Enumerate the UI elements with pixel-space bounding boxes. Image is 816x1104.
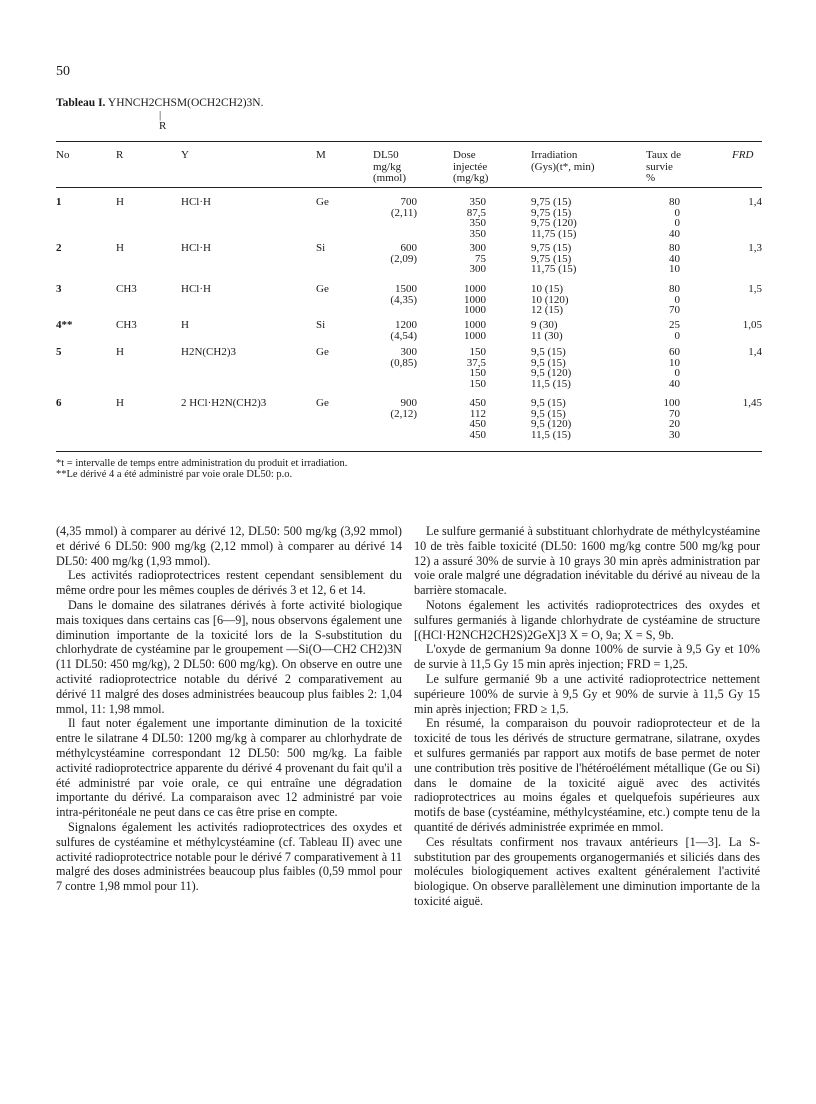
cell-taux-value: 25: [669, 319, 680, 331]
cell-dose-value: 37,5: [466, 356, 486, 369]
header-dl50: DL50 mg/kg (mmol): [373, 149, 406, 184]
header-dose: Dose injectée (mg/kg): [453, 149, 489, 184]
header-m: M: [316, 149, 326, 161]
cell-m: Ge: [316, 346, 329, 358]
cell-irradiation-value: 9,75 (120): [531, 217, 577, 229]
header-frd: FRD: [732, 149, 754, 161]
paragraph: L'oxyde de germanium 9a donne 100% de survie à 9,5 Gy et 10% de survie à 11,5 Gy 15 min après injection; FRD = 1,25.: [414, 642, 760, 672]
footnote: **Le dérivé 4 a été administré par voie orale DL50: p.o.: [56, 469, 293, 480]
paragraph: (4,35 mmol) à comparer au dérivé 12, DL50: 500 mg/kg (3,92 mmol) et dérivé 6 DL50: 900 mg/kg (2,12 mmol) à comparer au dérivé 14 DL50: 400 mg/kg (1,93 mmol).: [56, 524, 402, 568]
cell-irradiation-value: 10 (15): [531, 283, 564, 295]
cell-taux-value: 70: [669, 407, 680, 420]
table-footnotes: [56, 458, 347, 480]
cell-taux-value: 40: [669, 377, 680, 390]
cell-r: H: [116, 397, 124, 409]
cell-dose-value: 75: [475, 252, 486, 265]
cell-taux-value: 10: [669, 356, 680, 369]
paragraph: Notons également les activités radioprotectrices des oxydes et sulfures germaniés à ligande chlorhydrate de cystéamine de structure [(HCl·H2NCH2CH2S)2GeX]3 X = O, 9a; X = S, 9b.: [414, 597, 760, 642]
cell-r: H: [116, 346, 124, 358]
cell-taux-value: 20: [669, 418, 680, 430]
table-top-rule: [56, 141, 762, 142]
cell-irradiation: [531, 347, 571, 389]
cell-taux-value: 60: [669, 346, 680, 358]
cell-taux: [646, 320, 680, 341]
cell-irradiation-value: 11 (30): [531, 329, 563, 342]
cell-irradiation-value: 9 (30): [531, 319, 558, 331]
cell-y: 2 HCl·H2N(CH2)3: [181, 397, 267, 409]
cell-taux: [646, 347, 680, 389]
cell-taux-value: 100: [663, 397, 680, 409]
left-column: [56, 524, 402, 894]
cell-dose: [447, 398, 486, 440]
cell-dose-value: 450: [469, 418, 486, 430]
cell-irradiation-value: 9,5 (15): [531, 346, 566, 358]
header-no: No: [56, 149, 70, 161]
header-y: Y: [181, 149, 189, 161]
cell-taux: [646, 284, 680, 316]
cell-r: H: [116, 196, 124, 208]
paragraph: Ces résultats confirment nos travaux antérieurs [1—3]. La S-substitution par des groupements organogermaniés et siliciés dans des molécules biologiquement actives exaltent généralement l'activité biologique. On observe parallèlement une diminution importante de la toxicité aiguë.: [414, 834, 760, 908]
cell-dl50-value: 900: [400, 397, 417, 409]
cell-dl50-value: 600: [400, 242, 417, 254]
paragraph: Dans le domaine des silatranes dérivés à forte activité biologique mais toxiques dans certains cas [6—9], nous observons également une diminution importante de la toxicité lors de la S-substitution du chlorhydrate de cystéamine par le groupement —Si(O—CH2 CH2)3N (11 DL50: 450 mg/kg), 2 DL50: 600 mg/kg). On observe en outre une activité radioprotectrice notable du dérivé 2 comparativement au dérivé 11 malgré des doses administrées beaucoup plus faibles 2: 1,04 mmol, 11: 1,98 mmol.: [56, 597, 402, 716]
cell-no: 3: [56, 283, 62, 295]
cell-irradiation-value: 9,5 (15): [531, 397, 566, 409]
table-caption-formula: YHNCH2CHSM(OCH2CH2)3N.: [107, 97, 264, 109]
cell-taux-value: 30: [669, 428, 680, 441]
cell-irradiation: [531, 243, 576, 275]
cell-taux-value: 0: [674, 367, 680, 379]
cell-y: HCl·H: [181, 283, 211, 295]
cell-dl50: [373, 197, 417, 218]
cell-irradiation: [531, 320, 563, 341]
cell-taux-value: 80: [669, 196, 680, 208]
cell-irradiation-value: 9,5 (15): [531, 356, 566, 369]
cell-taux-value: 0: [674, 217, 680, 229]
right-column: [414, 524, 760, 909]
table-caption-label: Tableau I.: [56, 97, 106, 109]
cell-irradiation-value: 12 (15): [531, 304, 564, 316]
cell-m: Si: [316, 319, 326, 331]
cell-frd: 1,4: [748, 196, 762, 208]
paragraph: Les activités radioprotectrices restent cependant sensiblement du même ordre pour les mêmes couples de dérivés 3 et 12, 6 et 14.: [56, 568, 402, 598]
cell-irradiation-value: 9,75 (15): [531, 252, 572, 265]
cell-irradiation: [531, 284, 569, 316]
cell-dl50-value: (4,54): [390, 329, 417, 342]
paragraph: Le sulfure germanié 9b a une activité radioprotectrice nettement supérieure 100% de survie à 9,5 Gy et 90% de survie à 11,5 Gy 15 min après injection; FRD ≥ 1,5.: [414, 671, 760, 716]
cell-taux-value: 70: [669, 304, 680, 316]
header-r: R: [116, 149, 124, 161]
cell-taux-value: 40: [669, 227, 680, 240]
paragraph: Signalons également les activités radioprotectrices des oxydes et sulfures de cystéamine et méthylcystéamine (cf. Tableau II) avec une activité radioprotectrice notable pour le dérivé 7 comparativement à 11 malgré des doses administrées beaucoup plus faibles (0,59 mmol pour 7 contre 1,98 mmol pour 11).: [56, 819, 402, 894]
cell-irradiation-value: 11,5 (15): [531, 428, 571, 441]
table-caption-substituent: [159, 110, 166, 132]
cell-m: Ge: [316, 397, 329, 409]
cell-dose-value: 150: [469, 377, 486, 390]
cell-irradiation-value: 11,5 (15): [531, 377, 571, 390]
cell-r: CH3: [116, 319, 137, 331]
cell-dl50-value: 1200: [395, 319, 417, 331]
cell-frd: 1,45: [742, 397, 762, 409]
cell-dose-value: 1000: [464, 319, 486, 331]
cell-dl50: [373, 398, 417, 419]
cell-dose-value: 87,5: [466, 206, 486, 219]
cell-taux: [646, 197, 680, 239]
cell-frd: 1,3: [748, 242, 762, 254]
cell-dose: [447, 320, 486, 341]
cell-no: 1: [56, 196, 62, 208]
cell-no: 2: [56, 242, 62, 254]
cell-dose-value: 1000: [464, 329, 486, 342]
cell-dose: [447, 284, 486, 316]
cell-irradiation-value: 9,5 (120): [531, 367, 572, 379]
cell-dose-value: 150: [469, 346, 486, 358]
footnote: *t = intervalle de temps entre administration du produit et irradiation.: [56, 458, 348, 469]
cell-taux-value: 40: [669, 252, 680, 265]
cell-r: H: [116, 242, 124, 254]
cell-dl50-value: (2,12): [390, 407, 417, 420]
cell-dose-value: 350: [469, 227, 486, 240]
cell-y: HCl·H: [181, 196, 211, 208]
header-taux: Taux de survie %: [646, 149, 681, 184]
cell-dl50: [373, 284, 417, 305]
cell-dose-value: 350: [469, 196, 486, 208]
paragraph: En résumé, la comparaison du pouvoir radioprotecteur et de la toxicité de tous les dérivés de structure germatrane, silatrane, oxydes et sulfures germaniés par rapport aux motifs de base permet de noter une contribution très positive de l'hétéroélément métallique (Ge ou Si) dans le domaine de la toxicité aiguë avec des activités radioprotectrices au moins égales et quelquefois supérieures aux motifs de base (cystéamine, méthylcystéamine, etc.) compte tenu de la quantité de dérivés administrée exprimée en mmol.: [414, 716, 760, 834]
table-bottom-rule: [56, 451, 762, 452]
cell-dl50-value: 700: [400, 196, 417, 208]
cell-irradiation-value: 11,75 (15): [531, 263, 577, 275]
cell-frd: 1,4: [748, 346, 762, 358]
table-caption-r: R: [159, 120, 167, 132]
cell-frd: 1,05: [742, 319, 762, 331]
cell-taux-value: 80: [669, 283, 680, 295]
cell-dl50-value: (0,85): [390, 356, 417, 369]
cell-dose-value: 1000: [464, 304, 486, 316]
cell-taux-value: 10: [669, 263, 680, 275]
cell-r: CH3: [116, 283, 137, 295]
table-header-rule: [56, 187, 762, 188]
paragraph: Il faut noter également une importante diminution de la toxicité entre le silatrane 4 DL50: 1200 mg/kg à comparer au chlorhydrate de méthylcystéamine correspondant 12 DL50: 500 mg/kg. La faible activité radioprotectrice apparente du dérivé 4 provenant du fait qu'il a été administré par voie orale, ce qui entraîne une dégradation importante du dérivé. La comparaison avec 12 administré par voie intra-péritonéale ne peut dans ce cas être prise en compte.: [56, 716, 402, 820]
cell-irradiation-value: 9,5 (120): [531, 418, 572, 430]
cell-dl50-value: (2,11): [390, 206, 417, 219]
cell-taux-value: 0: [674, 206, 680, 219]
cell-dose-value: 300: [469, 263, 486, 275]
cell-taux: [646, 243, 680, 275]
cell-taux-value: 80: [669, 242, 680, 254]
cell-m: Ge: [316, 196, 329, 208]
cell-dose-value: 150: [469, 367, 486, 379]
cell-dl50-value: (4,35): [390, 293, 417, 306]
cell-dose-value: 450: [469, 428, 486, 441]
cell-dose-value: 350: [469, 217, 486, 229]
cell-no: 4**: [56, 319, 73, 331]
cell-dl50-value: (2,09): [390, 252, 417, 265]
cell-dose-value: 450: [469, 397, 486, 409]
cell-irradiation-value: 10 (120): [531, 293, 569, 306]
cell-m: Ge: [316, 283, 329, 295]
cell-dl50-value: 300: [400, 346, 417, 358]
cell-y: H2N(CH2)3: [181, 346, 236, 358]
table-caption: [56, 97, 263, 109]
cell-irradiation-value: 9,75 (15): [531, 196, 572, 208]
cell-taux: [646, 398, 680, 440]
cell-irradiation-value: 9,75 (15): [531, 242, 572, 254]
paragraph: Le sulfure germanié à substituant chlorhydrate de méthylcystéamine 10 de très faible toxicité (DL50: 1600 mg/kg contre 500 mg/kg pour 12) a assuré 30% de survie à 10 grays 30 min après administration par voie orale malgré une dégradation inévitable du dérivé au niveau de la barrière stomacale.: [414, 524, 760, 598]
cell-irradiation-value: 9,5 (15): [531, 407, 566, 420]
cell-dl50: [373, 320, 417, 341]
cell-taux-value: 0: [674, 329, 680, 342]
cell-taux-value: 0: [674, 293, 680, 306]
cell-dose-value: 1000: [464, 293, 486, 306]
cell-dose-value: 1000: [464, 283, 486, 295]
cell-irradiation: [531, 398, 571, 440]
cell-dl50-value: 1500: [395, 283, 417, 295]
cell-y: H: [181, 319, 189, 331]
cell-dose: [447, 243, 486, 275]
cell-dose: [447, 347, 486, 389]
cell-m: Si: [316, 242, 326, 254]
cell-dl50: [373, 243, 417, 264]
cell-irradiation-value: 9,75 (15): [531, 206, 572, 219]
cell-irradiation-value: 11,75 (15): [531, 227, 577, 240]
cell-dose: [447, 197, 486, 239]
cell-no: 6: [56, 397, 62, 409]
cell-frd: 1,5: [748, 283, 762, 295]
cell-dl50: [373, 347, 417, 368]
header-irradiation: Irradiation (Gys)(t*, min): [531, 149, 595, 173]
cell-irradiation: [531, 197, 577, 239]
cell-dose-value: 300: [469, 242, 486, 254]
cell-no: 5: [56, 346, 62, 358]
cell-dose-value: 112: [469, 407, 486, 420]
page-number: 50: [56, 64, 70, 79]
table-caption-bar: |: [159, 109, 162, 121]
cell-y: HCl·H: [181, 242, 211, 254]
